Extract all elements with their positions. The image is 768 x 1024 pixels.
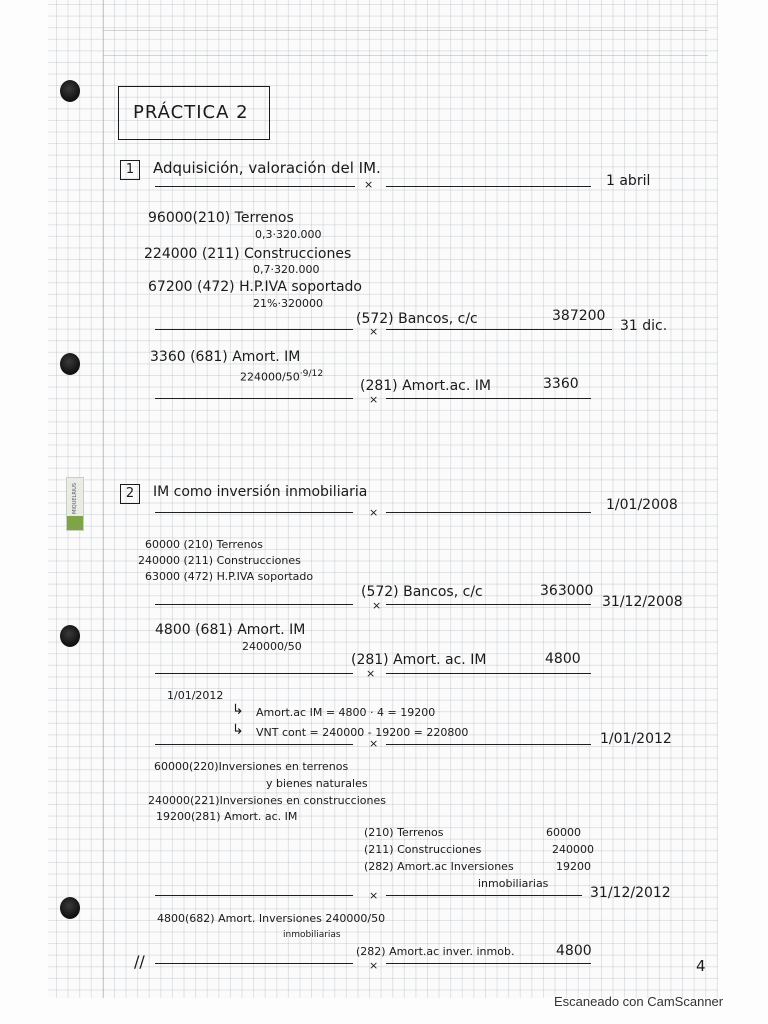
- journal-line: [155, 744, 353, 745]
- calc-note: 0,3·320.000: [255, 228, 322, 241]
- page-title: PRÁCTICA 2: [133, 102, 249, 123]
- calc-note: VNT cont = 240000 - 19200 = 220800: [256, 726, 469, 739]
- page-number: 4: [696, 957, 706, 975]
- journal-cross: ×: [369, 959, 379, 972]
- journal-line: [386, 963, 591, 964]
- journal-line: [155, 398, 353, 399]
- continuation-mark: //: [134, 952, 145, 971]
- journal-line: [155, 673, 353, 674]
- note-arrow: ↳: [232, 702, 244, 718]
- entry-date: 31/12/2008: [602, 594, 683, 610]
- debit-line: 3360 (681) Amort. IM: [150, 349, 301, 365]
- title-box: [118, 86, 270, 140]
- entry-date: 1/01/2012: [600, 731, 672, 747]
- journal-line: [155, 963, 353, 964]
- journal-line: [386, 744, 591, 745]
- debit-line: 60000 (210) Terrenos: [145, 538, 264, 551]
- journal-line: [386, 512, 591, 513]
- journal-line: [386, 186, 591, 187]
- calc-note: 240000/50: [242, 640, 302, 653]
- calc-note: 0,7·320.000: [253, 263, 320, 276]
- entry-date: 31/12/2012: [590, 885, 671, 901]
- journal-cross: ×: [369, 393, 379, 406]
- section-2-number: 2: [120, 484, 140, 504]
- binder-hole: [60, 897, 80, 919]
- journal-cross: ×: [369, 506, 379, 519]
- binder-hole: [60, 80, 80, 102]
- debit-line: 60000(220)Inversiones en terrenos: [154, 760, 349, 773]
- debit-line: 96000(210) Terrenos: [148, 210, 294, 226]
- credit-line-cont: inmobiliarias: [478, 877, 549, 890]
- calc-note: $224000/50^{\cdot 9/12}$: [240, 368, 324, 384]
- margin-line: [103, 0, 104, 998]
- scanner-watermark: Escaneado con CamScanner: [554, 994, 724, 1009]
- calc-note: 21%·320000: [253, 297, 323, 310]
- journal-line: [155, 329, 353, 330]
- section-1-number: 1: [120, 160, 140, 180]
- credit-line: (282) Amort.ac Inversiones: [364, 860, 514, 873]
- binder-hole: [60, 353, 80, 375]
- debit-line: 63000 (472) H.P.IVA soportado: [145, 570, 314, 583]
- journal-line: [386, 329, 612, 330]
- credit-amount: 3360: [543, 376, 579, 392]
- header-band: [103, 30, 708, 56]
- journal-cross: ×: [369, 325, 379, 338]
- debit-line: 19200(281) Amort. ac. IM: [156, 810, 298, 823]
- notebook-brand-logo: MIQUELRIUS: [66, 477, 84, 531]
- journal-line: [155, 604, 353, 605]
- credit-amount: 4800: [545, 651, 581, 667]
- calc-note: Amort.ac IM = 4800 · 4 = 19200: [256, 706, 436, 719]
- credit-amount: 387200: [552, 308, 606, 324]
- journal-line: [386, 673, 591, 674]
- note-arrow: ↳: [232, 722, 244, 738]
- credit-line: (211) Construcciones: [364, 843, 482, 856]
- debit-line: 4800(682) Amort. Inversiones 240000/50: [157, 912, 386, 925]
- credit-amount: 4800: [556, 943, 592, 959]
- credit-line: (572) Bancos, c/c: [361, 584, 483, 600]
- credit-line: (210) Terrenos: [364, 826, 444, 839]
- credit-amount: 240000: [552, 843, 594, 856]
- journal-line: [155, 895, 353, 896]
- journal-cross: ×: [366, 667, 376, 680]
- journal-line: [386, 398, 591, 399]
- credit-line: (281) Amort.ac. IM: [360, 378, 491, 394]
- journal-cross: ×: [369, 737, 379, 750]
- journal-line: [155, 186, 355, 187]
- credit-amount: 19200: [556, 860, 591, 873]
- credit-amount: 60000: [546, 826, 581, 839]
- entry-date: 1/01/2008: [606, 497, 678, 513]
- journal-line: [386, 895, 582, 896]
- binder-hole: [60, 625, 80, 647]
- journal-line: [386, 604, 591, 605]
- section-1-heading: Adquisición, valoración del IM.: [153, 159, 381, 177]
- journal-cross: ×: [364, 178, 374, 191]
- debit-line-cont: inmobiliarias: [283, 930, 341, 940]
- section-2-heading: IM como inversión inmobiliaria: [153, 484, 368, 500]
- debit-line-cont: y bienes naturales: [266, 777, 368, 790]
- note-date: 1/01/2012: [167, 689, 224, 702]
- debit-line: 224000 (211) Construcciones: [144, 246, 352, 262]
- debit-line: 67200 (472) H.P.IVA soportado: [148, 279, 362, 295]
- journal-cross: ×: [372, 599, 382, 612]
- credit-amount: 363000: [540, 583, 594, 599]
- debit-line: 240000(221)Inversiones en construcciones: [148, 794, 386, 807]
- credit-line: (281) Amort. ac. IM: [351, 652, 487, 668]
- debit-line: 240000 (211) Construcciones: [138, 554, 301, 567]
- credit-line: (282) Amort.ac inver. inmob.: [356, 945, 515, 958]
- entry-date: 1 abril: [606, 173, 651, 189]
- journal-cross: ×: [369, 889, 379, 902]
- entry-date: 31 dic.: [620, 318, 668, 334]
- debit-line: 4800 (681) Amort. IM: [155, 622, 306, 638]
- credit-line: (572) Bancos, c/c: [356, 311, 478, 327]
- journal-line: [155, 512, 353, 513]
